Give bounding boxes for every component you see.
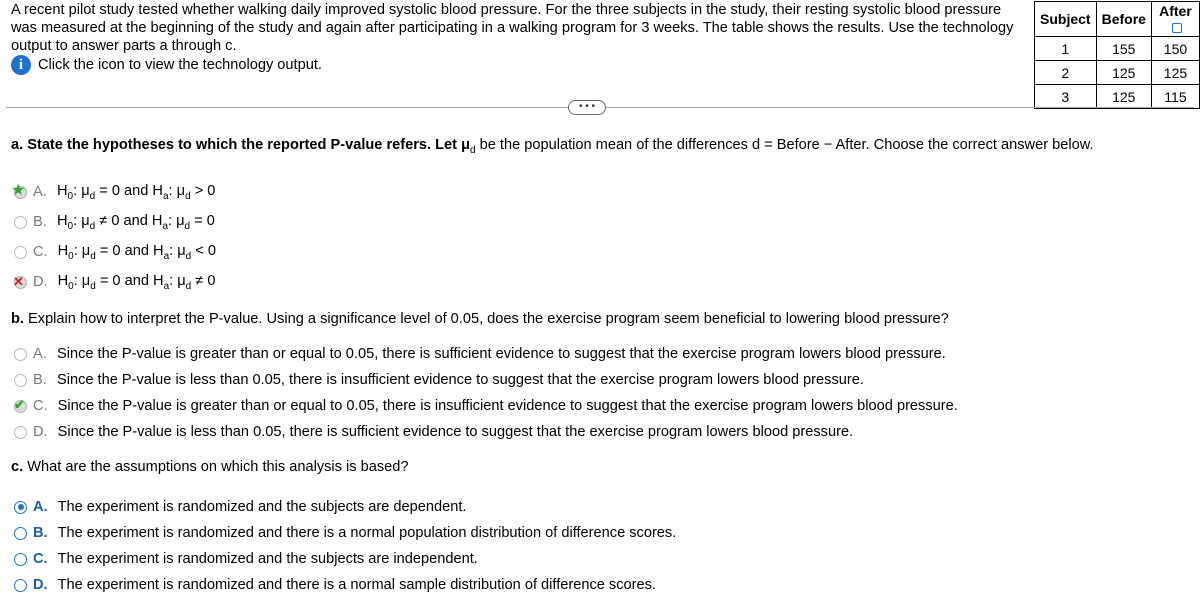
option-text: The experiment is randomized and there is a normal population distribution of difference scores. bbox=[57, 525, 677, 541]
part-c-text: What are the assumptions on which this analysis is based? bbox=[23, 459, 409, 475]
option-letter: B. bbox=[33, 214, 47, 231]
radio-button[interactable] bbox=[14, 553, 27, 566]
radio-button[interactable] bbox=[14, 216, 27, 229]
table-row bbox=[1035, 37, 1200, 61]
option-letter: D. bbox=[33, 424, 48, 440]
part-b-letter: b. bbox=[11, 311, 24, 327]
option-letter: C. bbox=[33, 398, 48, 414]
correct-check-icon: ✔ bbox=[14, 396, 25, 412]
option-text: Since the P-value is less than 0.05, there is sufficient evidence to suggest that the exercise program lowers blood pressure. bbox=[57, 424, 854, 440]
h0-relation: = 0 bbox=[99, 183, 120, 199]
info-icon[interactable]: i bbox=[11, 55, 31, 75]
part-b-option-c[interactable] bbox=[14, 398, 958, 414]
part-a-prompt bbox=[11, 137, 1094, 156]
option-letter: C. bbox=[33, 244, 48, 261]
option-text: $H_0$: $\mu_d \ne 0$ and $H_a$: $\mu_d = 0$ bbox=[57, 213, 215, 232]
option-text: $H_0$: $\mu_d = 0$ and $H_a$: $\mu_d > 0$ bbox=[57, 183, 216, 202]
radio-button[interactable] bbox=[14, 396, 27, 413]
h0-relation: ≠ 0 bbox=[99, 213, 120, 229]
table-cell: 150 bbox=[1151, 37, 1199, 61]
option-text: $H_0$: $\mu_d = 0$ and $H_a$: $\mu_d < 0$ bbox=[57, 243, 216, 262]
part-b-text: Explain how to interpret the P-value. Using a significance level of 0.05, does the exercise program seem beneficial to lowering blood pressure? bbox=[23, 311, 949, 327]
part-a-prompt-post: be the population mean of the differences d = Before − After. Choose the correct answer below. bbox=[475, 137, 1094, 153]
technology-output-label: Click the icon to view the technology output. bbox=[38, 57, 322, 73]
radio-button[interactable] bbox=[14, 374, 27, 387]
part-b-option-d[interactable] bbox=[14, 424, 853, 440]
ha-relation: > 0 bbox=[194, 183, 216, 199]
option-letter: C. bbox=[33, 551, 48, 567]
option-letter: A. bbox=[33, 499, 48, 515]
radio-button[interactable] bbox=[14, 348, 27, 361]
table-cell: 1 bbox=[1035, 37, 1097, 61]
option-letter: A. bbox=[33, 346, 47, 362]
part-a-option-d[interactable] bbox=[14, 273, 215, 292]
table-header bbox=[1151, 2, 1199, 37]
table-cell: 2 bbox=[1035, 61, 1097, 85]
part-a-option-c[interactable] bbox=[14, 243, 216, 262]
part-c-option-c[interactable] bbox=[14, 551, 478, 567]
part-c-option-d[interactable] bbox=[14, 577, 656, 593]
ha-relation: ≠ 0 bbox=[195, 273, 216, 289]
part-a-prompt-sub: d bbox=[470, 144, 476, 156]
h0-relation: = 0 bbox=[99, 273, 121, 289]
option-letter: A. bbox=[33, 184, 47, 201]
data-table bbox=[1034, 1, 1200, 109]
part-b-prompt bbox=[11, 311, 949, 327]
copy-icon[interactable] bbox=[1172, 23, 1182, 33]
option-text: Since the P-value is less than 0.05, there is insufficient evidence to suggest that the exercise program lowers blood pressure. bbox=[57, 372, 864, 388]
option-text: The experiment is randomized and the subjects are dependent. bbox=[57, 499, 467, 515]
technology-output-link[interactable] bbox=[11, 55, 322, 75]
table-cell: 125 bbox=[1096, 61, 1151, 85]
radio-button[interactable] bbox=[11, 181, 27, 199]
table-cell: 155 bbox=[1096, 37, 1151, 61]
expand-button[interactable]: • • • bbox=[568, 100, 606, 115]
radio-button[interactable] bbox=[14, 426, 27, 439]
radio-button[interactable] bbox=[14, 246, 27, 259]
table-row bbox=[1035, 85, 1200, 109]
table-header-row bbox=[1035, 2, 1200, 37]
radio-button[interactable] bbox=[14, 579, 27, 592]
part-a-option-b[interactable] bbox=[14, 213, 215, 232]
option-letter: D. bbox=[33, 274, 48, 291]
option-text: $H_0$: $\mu_d = 0$ and $H_a$: $\mu_d \ne 0$ bbox=[57, 273, 216, 292]
part-c-letter: c. bbox=[11, 459, 24, 475]
correct-star-icon: ★ bbox=[11, 181, 26, 199]
option-text: Since the P-value is greater than or equal to 0.05, there is sufficient evidence to suggest that the exercise program lowers blood pressure. bbox=[57, 346, 946, 362]
table-cell: 125 bbox=[1151, 61, 1199, 85]
option-text: The experiment is randomized and the subjects are independent. bbox=[57, 551, 478, 567]
part-c-option-a[interactable] bbox=[14, 499, 466, 515]
table-cell: 115 bbox=[1151, 85, 1199, 109]
part-a-prompt-pre: a. State the hypotheses to which the reported P-value refers. Let μ bbox=[11, 137, 471, 153]
part-c-option-b[interactable] bbox=[14, 525, 676, 541]
problem-intro: A recent pilot study tested whether walking daily improved systolic blood pressure. For the three subjects in the study, their resting systolic blood pressure was measured at the beginning of the study and again after participating in a walking program for 3 weeks. The table shows the results. Use the technology output to answer parts a through c. bbox=[11, 2, 1014, 54]
option-letter: B. bbox=[33, 372, 47, 388]
ha-relation: < 0 bbox=[195, 243, 216, 259]
option-letter: B. bbox=[33, 525, 48, 541]
radio-button[interactable] bbox=[13, 273, 27, 289]
table-header-label: After bbox=[1159, 3, 1192, 19]
option-text: The experiment is randomized and there is a normal sample distribution of difference scores. bbox=[57, 577, 656, 593]
ha-relation: = 0 bbox=[194, 213, 215, 229]
table-cell: 3 bbox=[1035, 85, 1097, 109]
table-header: Subject bbox=[1035, 2, 1097, 37]
part-c-prompt bbox=[11, 459, 408, 475]
h0-relation: = 0 bbox=[99, 243, 121, 259]
option-letter: D. bbox=[33, 577, 48, 593]
incorrect-x-icon: ✕ bbox=[13, 273, 24, 289]
part-b-option-b[interactable] bbox=[14, 372, 864, 388]
part-b-option-a[interactable] bbox=[14, 346, 946, 362]
option-text: Since the P-value is greater than or equal to 0.05, there is insufficient evidence to suggest that the exercise program lowers blood pressure. bbox=[57, 398, 958, 414]
radio-button[interactable] bbox=[14, 527, 27, 540]
part-a-option-a[interactable] bbox=[11, 181, 216, 202]
table-row bbox=[1035, 61, 1200, 85]
radio-button-selected[interactable] bbox=[14, 501, 27, 514]
table-header: Before bbox=[1096, 2, 1151, 37]
table-cell: 125 bbox=[1096, 85, 1151, 109]
